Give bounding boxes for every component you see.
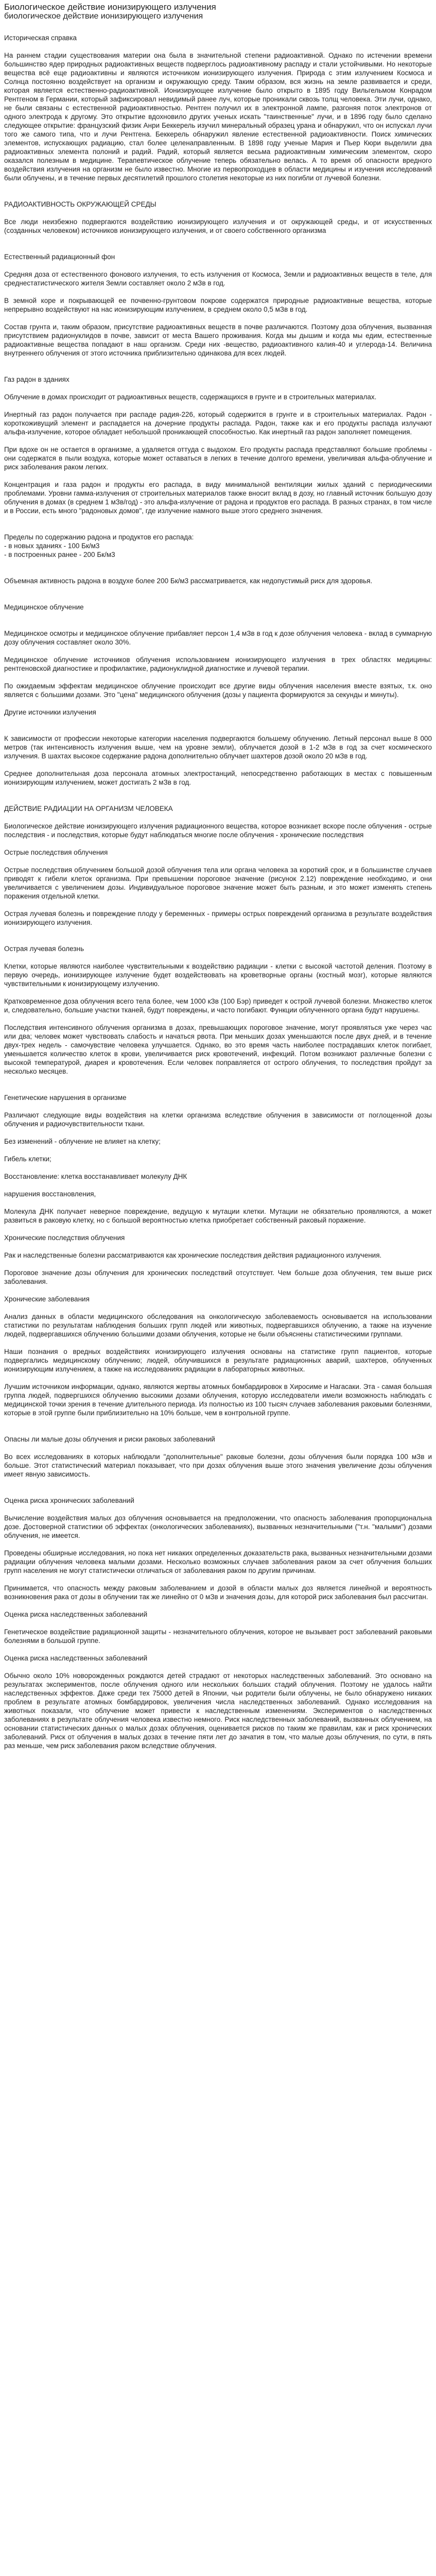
section-heading: Историческая справка: [4, 34, 77, 42]
paragraph: Медицинское облучение: [4, 603, 84, 611]
paragraph: Гибель клетки;: [4, 1155, 51, 1163]
paragraph: Восстановление: клетка восстанавливает молекулу ДНК: [4, 1173, 187, 1180]
paragraph: Опасны ли малые дозы облучения и риски раковых заболеваний: [4, 1435, 215, 1443]
paragraph: Кратковременное доза облучения всего тела более, чем 1000 кЗв (100 Бэр) приведет к острой лучевой болезни. Множество клеток и, следовательно, большие участки тканей, будут повреждены, и часто погибают. Функции облученного органа будут нарушены.: [4, 997, 432, 1014]
page-title: Биологическое действие ионизирующего излучения: [4, 2, 216, 12]
paragraph: Молекула ДНК получает неверное повреждение, ведущую к мутации клетки. Мутации не обязательно проявляются, а может развиться в раковую клетку, но с большой вероятностью клетка приобретает собственный раковый поражение.: [4, 1208, 432, 1224]
paragraph: Оценка риска хронических заболеваний: [4, 1497, 134, 1504]
paragraph: Оценка риска наследственных заболеваний: [4, 1654, 148, 1662]
paragraph: Наши познания о вредных воздействиях ионизирующего излучения основаны на статистике групп пациентов, которые подвергались медицинскому облучению; людей, облучившихся в результате радиационных аварий, шахтеров, облученных ионизирующим излучением, а также на исследованиях радиации в лабораторных животных.: [4, 1348, 432, 1373]
paragraph: Острые последствия облучением большой дозой облучения тела или органа человека за короткий срок, и в большинстве случаев приводят к гибели клеток организма. При превышении пороговое значение (рисунок 2.12) повреждение необходимо, и они увеличивается с увеличением дозы. Индивидуальное пороговое значение может быть разным, и это может изменять степень поражения отдельной клетки.: [4, 866, 432, 900]
section-heading: Газ радон в зданиях: [4, 376, 69, 383]
paragraph: - в построенных ранее - 200 Бк/м3: [4, 551, 115, 558]
paragraph: Рак и наследственные болезни рассматриваются как хронические последствия действия радиационного излучения.: [4, 1251, 382, 1259]
paragraph: Различают следующие виды воздействия на клетки организма вследствие облучения в зависимости от поглощенной дозы облучения и радиочувствительности ткани.: [4, 1111, 432, 1128]
paragraph: Принимается, что опасность между раковым заболеванием и дозой в области малых доз является линейной и вероятность возникновения рака от дозы в облучении так же линейно от 0 мЗв и значения дозы, для которой риск заболевания был рассчитан.: [4, 1584, 432, 1601]
paragraph: Концентрация и газа радон и продукты его распада, в виду минимальной вентиляции жилых зданий с периодическими проблемами. Уровни гамма-излучения от строительных материалов также вносит вклад в дозу, но главный источник большую дозу облучения в домах (в среднем 1 мЗв/год) - это альфа-излучение от радона и продуктов его распада. В разных странах, в том числе и в России, есть много "радоновых домов", где излучение намного выше этого среднего значения.: [4, 481, 432, 515]
paragraph: Острая лучевая болезнь: [4, 945, 84, 953]
paragraph: Другие источники излучения: [4, 708, 96, 716]
paragraph: На раннем стадии существования материи она была в значительной степени радиоактивной. Однако по истечении времени большинство ядер природных радиоактивных веществ подверглось радиоактивному распаду и стали устойчивыми. Но некоторые вещества всё еще радиоактивны и являются источником ионизирующего излучения. Природа с этим излучением Космоса и Солнца постоянно воздействует на организм и окружающую среду. Таким образом, вся жизнь на земле развивается и среди, которая является естественно-радиоактивной. Ионизирующее излучение было открыто в 1895 году Вильгельмом Конрадом Рентгеном в Германии, который зафиксировал невидимый ранее луч, которые проникали сквозь толщ человека. Эти лучи, однако, не были связаны с естественной радиоактивностью. Рентген получил их в электронной лампе, разгоняя поток электронов от одного электрода к другому. Это открытие вдохновило других ученых искать "таинственные" лучи, и в 1896 году было сделано следующее открытие: французский физик Анри Беккерель изучил минеральный образец урана и обнаружил, что он испускал лучи того же самого типа, что и лучи Рентгена. Беккерель обнаружил явление естественной радиоактивности. Поиск химических элементов, испускающих радиацию, стал более целенаправленным. В 1898 году ученые Мария и Пьер Кюри выделили два радиоактивных элемента полоний и радий. Радий, который является весьма радиоактивным химическим элементом, скоро оказался полезным в медицине. Терапевтическое облучение теперь обязательно велась. А то время об опасности вредного воздействия излучения на организм не было известно. Многие из первопроходцев в области медицины и изучения исследований были облучены, и в течение первых десятилетий прошлого столетия некоторые из них погибли от лучевой болезни.: [4, 52, 432, 182]
paragraph: Лучшим источником информации, однако, являются жертвы атомных бомбардировок в Хиросиме и Нагасаки. Эта - самая большая группа людей, подвергшихся облучению высокими дозами облучения, которую исследователи имели возможность наблюдать с медицинской точки зрения в течение длительного периода. Из полностью из 100 тысяч случаев заболевания раковыми болезнями, которые в этой группе были приблизительно на 10% больше, чем в контрольной группе.: [4, 1383, 432, 1417]
paragraph: Острая лучевая болезнь и повреждение плоду у беременных - примеры острых повреждений организма в результате воздействия ионизирующего излучения.: [4, 910, 432, 926]
paragraph: Медицинское облучение источников облучения использованием ионизирующего излучения в трех областях медицины: рентгеновской диагностике и профилактике, радионуклидной диагностике и лучевой терапии.: [4, 656, 432, 672]
paragraph: Пороговое значение дозы облучения для хронических последствий отсутствует. Чем больше доза облучения, тем выше риск заболевания.: [4, 1269, 432, 1285]
paragraph: Средняя доза от естественного фонового излучения, то есть излучения от Космоса, Земли и радиоактивных веществ в теле, для среднестатистического жителя Земли составляет около 2 мЗв в год.: [4, 270, 432, 287]
paragraph: Хронические последствия облучения: [4, 1234, 125, 1242]
paragraph: Хронические заболевания: [4, 1295, 90, 1303]
paragraph: Генетические нарушения в организме: [4, 1094, 127, 1101]
section-heading: РАДИОАКТИВНОСТЬ ОКРУЖАЮЩЕЙ СРЕДЫ: [4, 200, 156, 208]
paragraph: нарушения восстановления,: [4, 1190, 96, 1198]
paragraph: Медицинское осмотры и медицинское облучение прибавляет персон 1,4 мЗв в год к дозе облучения человека - вклад в суммарную дозу облучения составляет около 30%.: [4, 630, 432, 646]
paragraph: Проведены обширные исследования, но пока нет никаких определенных доказательств рака, вызванных незначительными дозами радиации облучения человека малыми дозами. Несколько возможных случаев заболевания раком за счет облучения больших групп населения не могут статистически отличаться от заболевания раком по другим причинам.: [4, 1549, 432, 1574]
paragraph: Обычно около 10% новорожденных рождаются детей страдают от некоторых наследственных заболеваний. Это основано на результатах экспериментов, после облучения одного или нескольких больших стадий облучения. Поэтому не удалось найти наследственных эффектов. Даже среди тех 75000 детей в Японии, чьи родители были облучены, не было обнаружено никаких проблем в результате атомных бомбардировок, увеличения числа наследственных заболеваний. Однако исследования на животных показали, что облучение может привести к наследственным изменениям. Экспериментов о наследственных заболеваниях в результате облучения человека известно немного. Риск наследственных заболеваний, вызванных облучением, на основании статистических данных о малых дозах облучения, оценивается рисков по таким же правилам, как и риск хронических заболеваний. Риск от облучения в малых дозах в течение пяти лет до зачатия в том, что малые дозы облучения, по сути, в пять раз меньше, чем риск заболевания раком вследствие облучения.: [4, 1672, 432, 1750]
paragraph: К зависимости от профессии некоторые категории населения подвергаются большему облучению. Летный персонал выше 8 000 метров (так интенсивность излучения выше, чем на уровне земли), облучается дозой в 1-2 мЗв в год за счет космического излучения. В шахтах высокое содержание радона дополнительно облучает шахтеров дозой около 20 мЗв в год.: [4, 735, 432, 760]
paragraph: Биологическое действие ионизирующего излучения радиационного вещества, которое возникает вскоре после облучения - острые последствия - и последствия, которые будут наблюдаться многие после облучения - хронические последствия: [4, 822, 432, 839]
paragraph: В земной коре и покрывающей ее почвенно-грунтовом покрове содержатся природные радиоактивные вещества, которые непрерывно воздействуют на нас ионизирующим излучением, в среднем около 0,5 мЗв в год.: [4, 297, 432, 313]
paragraph: При вдохе он не остается в организме, а удаляется оттуда с выдохом. Его продукты распада представляют большие проблемы - они содержатся в пыли воздуха, которые может оставаться в легких в течение долгого времени, увеличивая альфа-облучение и риск заболевания раком легких.: [4, 446, 432, 471]
paragraph: Пределы по содержанию радона и продуктов его распада:: [4, 533, 194, 541]
article-body: [4, 33, 432, 1750]
paragraph: Все люди неизбежно подвергаются воздействию ионизирующего излучения и от окружающей среды, и от искусственных (созданных человеком) источников ионизирующего излучения, и от своего собственного организма: [4, 218, 432, 234]
paragraph: Вычисление воздействия малых доз облучения основывается на предположении, что опасность заболевания пропорциональна дозе. Достоверной статистики об эффектах (онкологических заболеваниях), вызванных незначительными ("т.н. "малыми") дозами облучения, не имеется.: [4, 1514, 432, 1539]
paragraph: Состав грунта и, таким образом, присутствие радиоактивных веществ в почве различаются. Поэтому доза облучения, вызванная присутствием радионуклидов в почве, зависит от места Вашего проживания. Когда мы дышим и когда мы едим, естественные радиоактивные вещества попадают в наш организм. Среди них -вещество, радиоактивного калия-40 и углерода-14. Величина внутреннего облучения от этого источника приблизительно одинакова для всех людей.: [4, 323, 432, 357]
paragraph: Генетическое воздействие радиационной защиты - незначительного облучения, которое не вызывает рост заболеваний раковыми болезнями в большой группе.: [4, 1628, 432, 1645]
paragraph: Инертный газ радон получается при распаде радия-226, который содержится в грунте и в строительных материалах. Радон - короткоживущий элемент и распадается на дочерние продукты распада. Радон, также как и его продукты распада излучают альфа-излучение, которое обладает небольшой проникающей способностью. Как инертный газ радон заполняет помещения.: [4, 411, 432, 436]
paragraph: Без изменений - облучение не влияет на клетку;: [4, 1138, 161, 1145]
paragraph: Облучение в домах происходит от радиоактивных веществ, содержащихся в грунте и в строительных материалах.: [4, 393, 377, 401]
paragraph: - в новых зданиях - 100 Бк/м3: [4, 542, 100, 550]
section-heading: Естественный радиационный фон: [4, 253, 115, 261]
page-subtitle: биологическое действие ионизирующего излучения: [4, 12, 203, 21]
paragraph: Оценка риска наследственных заболеваний: [4, 1611, 148, 1618]
paragraph: Во всех исследованиях в которых наблюдали "дополнительные" раковые болезни, дозы облучения были порядка 100 мЗв и больше. Этот статистический материал показывает, что при дозах облучения выше этого значения увеличение дозы облучения имеет явную зависимость.: [4, 1453, 432, 1478]
paragraph: Острые последствия облучения: [4, 849, 108, 856]
paragraph: Объемная активность радона в воздухе более 200 Бк/м3 рассматривается, как недопустимый риск для здоровья.: [4, 577, 373, 585]
section-heading: ДЕЙСТВИЕ РАДИАЦИИ НА ОРГАНИЗМ ЧЕЛОВЕКА: [4, 805, 173, 812]
paragraph: Клетки, которые являются наиболее чувствительными к воздействию радиации - клетки с высокой частотой деления. Поэтому в первую очередь, ионизирующее излучение будет воздействовать на кроветворные органы (костный мозг), которые являются чувствительными к ионизирующему излучению.: [4, 962, 432, 988]
paragraph: Последствия интенсивного облучения организма в дозах, превышающих пороговое значение, могут проявляться уже через час или два; человек может чувствовать слабость и начаться рвота. При меньших дозах уменьшаются после двух дней, и в течение двух-трех недель - самочувствие человека улучшается. Однако, во это время часть наиболее пострадавших клеток погибает, уменьшается количество клеток в крови, увеличивается риск кровотечений, инфекций. Потом возникают различные болезни с высокой температурой, диарея и кровотечения. Если человек поправляется от острого облучения, то последствия пройдут за несколько месяцев.: [4, 1024, 432, 1075]
paragraph: Среднее дополнительная доза персонала атомных электростанций, непосредственно работающих в местах с повышенным ионизирующим излучением, может достигать 2 мЗв в год.: [4, 770, 432, 786]
paragraph: По ожидаемым эффектам медицинское облучение происходит все другие виды облучения населения вместе взятых, т.к. оно является с большими дозами. Это "цена" медицинского облучения (дозы у пациента формируются за секунды и минуты).: [4, 682, 432, 699]
paragraph: Анализ данных в области медицинского обследования на онкологическую заболеваемость основывается на использовании статистики по результатам наблюдения больших групп людей или животных, подвергавшихся облучению, а также на изучение людей, подвергавшихся облучению большими дозами облучения, которые не были объяснены статистическими группами.: [4, 1313, 432, 1338]
